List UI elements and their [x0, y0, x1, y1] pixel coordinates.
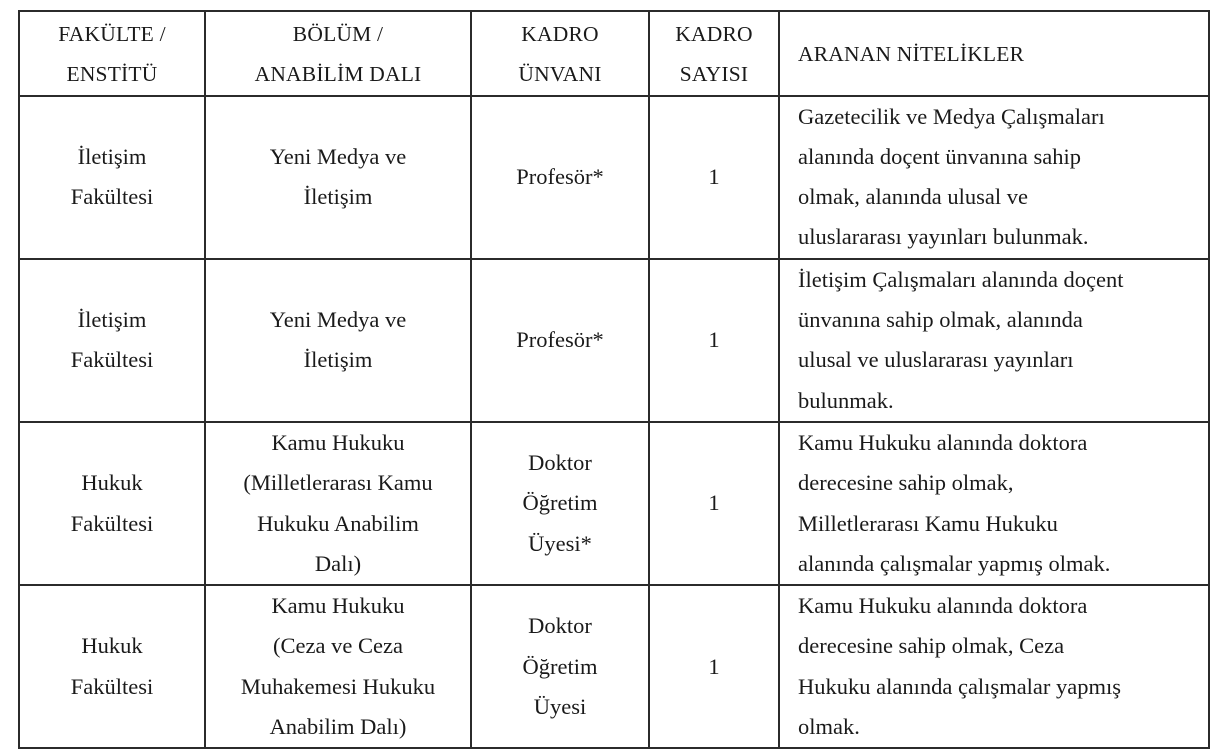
- cell-title: Profesör*: [471, 96, 649, 259]
- cell-count: 1: [649, 422, 779, 585]
- cell-department: Kamu Hukuku (Ceza ve Ceza Muhakemesi Hukuku Anabilim Dalı): [205, 585, 471, 748]
- cell-count: 1: [649, 259, 779, 422]
- cell-faculty: İletişim Fakültesi: [19, 259, 205, 422]
- cell-qualifications: Kamu Hukuku alanında doktora derecesine sahip olmak, Ceza Hukuku alanında çalışmalar yapmış olmak.: [779, 585, 1209, 748]
- cell-title: Doktor Öğretim Üyesi: [471, 585, 649, 748]
- cell-qualifications: İletişim Çalışmaları alanında doçent ünvanına sahip olmak, alanında ulusal ve uluslararası yayınları bulunmak.: [779, 259, 1209, 422]
- cell-qualifications: Kamu Hukuku alanında doktora derecesine sahip olmak, Milletlerarası Kamu Hukuku alanında çalışmalar yapmış olmak.: [779, 422, 1209, 585]
- cell-department: Yeni Medya ve İletişim: [205, 259, 471, 422]
- cell-title: Doktor Öğretim Üyesi*: [471, 422, 649, 585]
- cell-department: Yeni Medya ve İletişim: [205, 96, 471, 259]
- cell-department: Kamu Hukuku (Milletlerarası Kamu Hukuku Anabilim Dalı): [205, 422, 471, 585]
- cell-faculty: Hukuk Fakültesi: [19, 585, 205, 748]
- header-title: KADRO ÜNVANI: [471, 11, 649, 96]
- table-row: [19, 259, 1209, 422]
- header-department: BÖLÜM / ANABİLİM DALI: [205, 11, 471, 96]
- cell-faculty: Hukuk Fakültesi: [19, 422, 205, 585]
- header-qualifications: ARANAN NİTELİKLER: [779, 11, 1209, 96]
- cell-qualifications: Gazetecilik ve Medya Çalışmaları alanında doçent ünvanına sahip olmak, alanında ulusal ve uluslararası yayınları bulunmak.: [779, 96, 1209, 259]
- header-faculty: FAKÜLTE / ENSTİTÜ: [19, 11, 205, 96]
- table-header-row: [19, 11, 1209, 96]
- vacancy-table-container: [18, 10, 1208, 749]
- cell-title: Profesör*: [471, 259, 649, 422]
- cell-count: 1: [649, 585, 779, 748]
- header-count: KADRO SAYISI: [649, 11, 779, 96]
- vacancy-table: [18, 10, 1210, 749]
- cell-count: 1: [649, 96, 779, 259]
- cell-faculty: İletişim Fakültesi: [19, 96, 205, 259]
- table-row: [19, 96, 1209, 259]
- table-row: [19, 585, 1209, 748]
- table-row: [19, 422, 1209, 585]
